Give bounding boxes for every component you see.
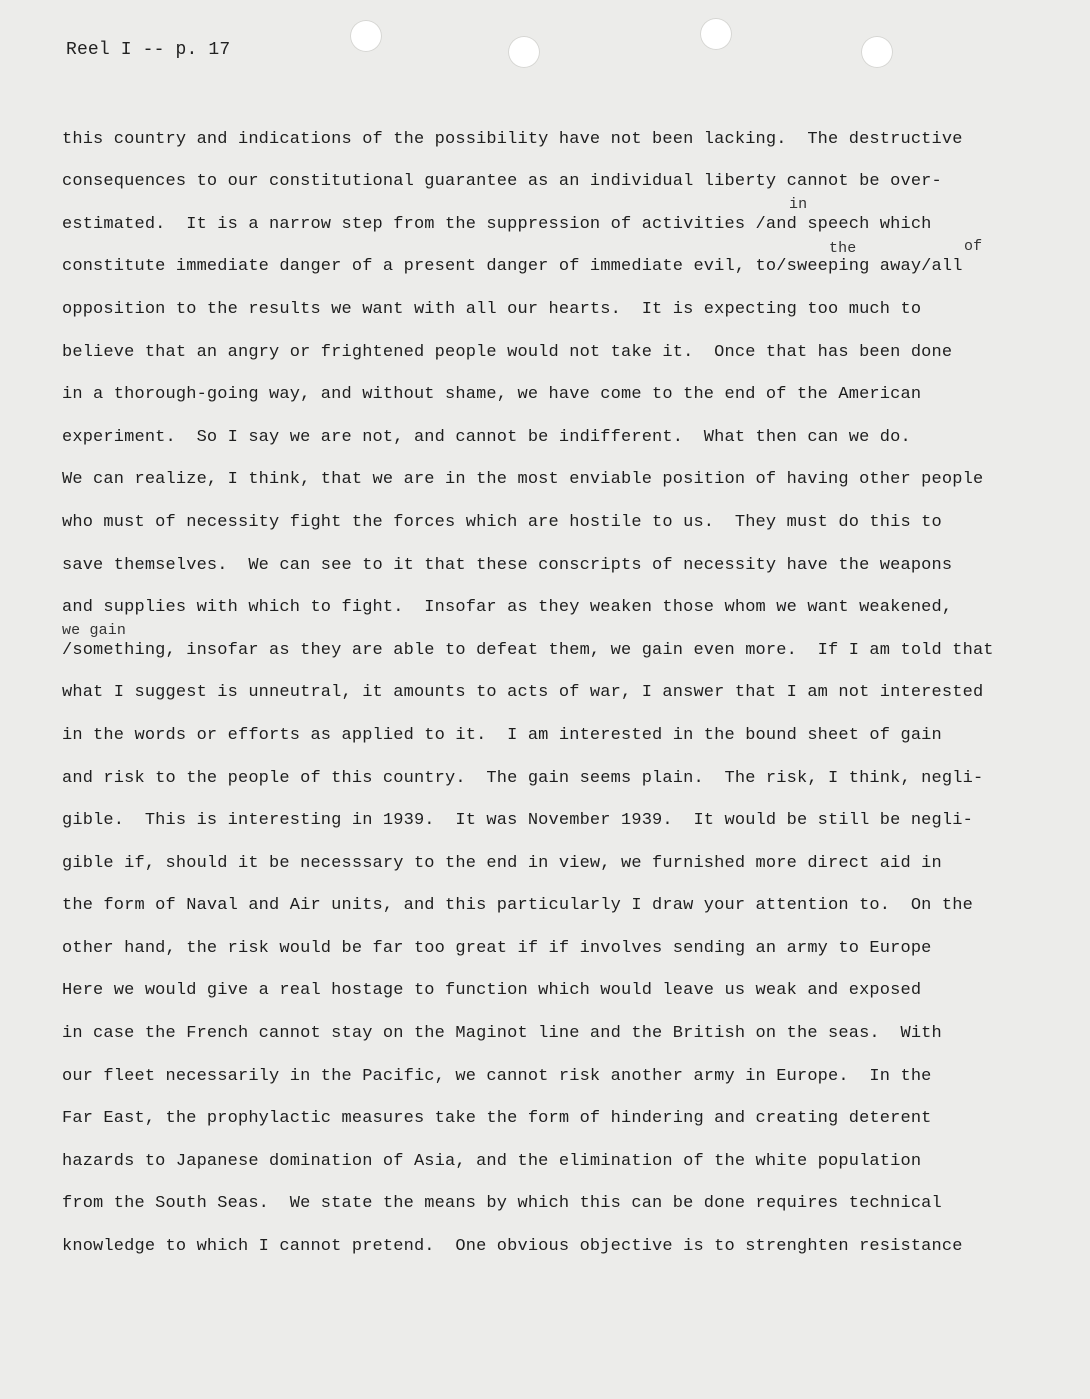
text-line: other hand, the risk would be far too great if if involves sending an army to Europe <box>62 938 932 958</box>
text-line: save themselves. We can see to it that these conscripts of necessity have the weapons <box>62 555 953 575</box>
text-line: in a thorough-going way, and without shame, we have come to the end of the American <box>62 385 922 405</box>
text-line: what I suggest is unneutral, it amounts to acts of war, I answer that I am not interested <box>62 683 984 703</box>
text-line: consequences to our constitutional guarantee as an individual liberty cannot be over- <box>62 172 942 192</box>
handwritten-insertion: the <box>829 239 857 257</box>
punch-hole <box>508 36 540 68</box>
text-line: knowledge to which I cannot pretend. One obvious objective is to strenghten resistance <box>62 1237 963 1257</box>
page-reference: Reel I -- p. 17 <box>66 40 231 60</box>
text-line: in case the French cannot stay on the Maginot line and the British on the seas. With <box>62 1024 942 1044</box>
text-line: in the words or efforts as applied to it. I am interested in the bound sheet of gain <box>62 725 942 745</box>
text-line: in estimated. It is a narrow step from the suppression of activities /and speech which <box>62 196 932 234</box>
text-line: from the South Seas. We state the means by which this can be done requires technical <box>62 1194 942 1214</box>
text-line: and supplies with which to fight. Insofar as they weaken those whom we want weakened, <box>62 598 953 618</box>
text-line: this country and indications of the possibility have not been lacking. The destructive <box>62 129 963 149</box>
punch-hole <box>700 18 732 50</box>
text-line: we gain /something, insofar as they are able to defeat them, we gain even more. If I am told that <box>62 622 994 660</box>
typed-body <box>62 112 1022 1262</box>
text-line: We can realize, I think, that we are in the most enviable position of having other people <box>62 470 984 490</box>
text-line: gible if, should it be necesssary to the end in view, we furnished more direct aid in <box>62 853 942 873</box>
text-line: hazards to Japanese domination of Asia, and the elimination of the white population <box>62 1151 922 1171</box>
punch-hole <box>861 36 893 68</box>
handwritten-insertion: we gain <box>62 622 127 640</box>
text-line: and risk to the people of this country. The gain seems plain. The risk, I think, negli- <box>62 768 984 788</box>
text-line: gible. This is interesting in 1939. It was November 1939. It would be still be negli- <box>62 811 973 831</box>
text-line: our fleet necessarily in the Pacific, we cannot risk another army in Europe. In the <box>62 1066 932 1086</box>
text-line: the of constitute immediate danger of a present danger of immediate evil, to/sweeping away/all <box>62 237 983 277</box>
text-line: experiment. So I say we are not, and cannot be indifferent. What then can we do. <box>62 427 911 447</box>
text-line: believe that an angry or frightened people would not take it. Once that has been done <box>62 342 953 362</box>
handwritten-insertion: of <box>964 237 983 255</box>
text-line: Far East, the prophylactic measures take the form of hindering and creating deterent <box>62 1109 932 1129</box>
text-line: opposition to the results we want with all our hearts. It is expecting too much to <box>62 299 922 319</box>
handwritten-insertion: in <box>789 196 808 214</box>
text-line: who must of necessity fight the forces which are hostile to us. They must do this to <box>62 512 942 532</box>
text-line: the form of Naval and Air units, and this particularly I draw your attention to. On the <box>62 896 973 916</box>
punch-hole <box>350 20 382 52</box>
text-line: Here we would give a real hostage to function which would leave us weak and exposed <box>62 981 922 1001</box>
